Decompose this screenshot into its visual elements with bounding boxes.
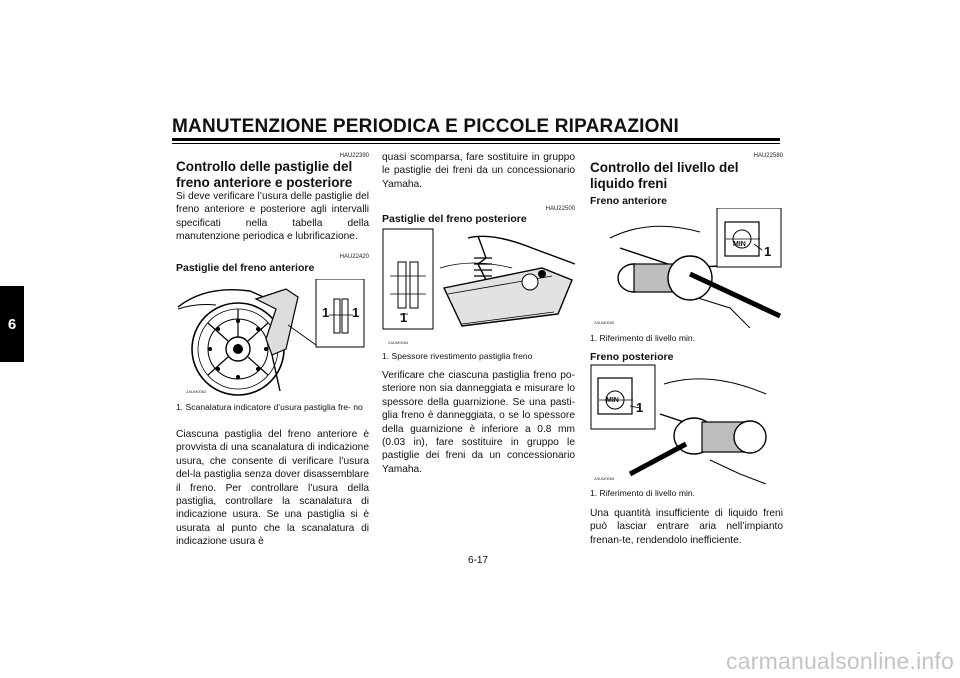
figure-caption: 1. Riferimento di livello min. [590, 488, 696, 498]
subsection-heading: Pastiglie del freno posteriore [382, 213, 527, 225]
figure-code: ZAUM0064 [388, 340, 409, 345]
body-paragraph: Verificare che ciascuna pastiglia freno po-steriore non sia danneggiata e misurare lo spessore della guarnizione. Se una pasti-glia freno è danneggiata, o se lo spessore della guarnizione è inferiore a 0.8 mm (0.03 in), fare sostituire in gruppo le pastiglie dei freni da un concessionario Yamaha. [382, 370, 575, 475]
body-paragraph: Una quantità insufficiente di liquido freni può lasciar entrare aria nell’impianto frenan-te, rendendolo inefficiente. [590, 508, 783, 546]
rear-brake-illustration [382, 228, 575, 347]
figure-code: ZAUM0063 [186, 389, 207, 394]
min-label: MIN [606, 397, 619, 404]
front-brake-pad-figure [176, 279, 369, 397]
body-paragraph-continued: quasi scomparsa, fare sostituire in gruppo le pastiglie dei freni da un concessionario Yamaha. [382, 152, 575, 190]
front-reservoir-illustration [590, 208, 783, 328]
subsection-heading: Freno posteriore [590, 351, 674, 363]
section-heading: Controllo del livello del liquido freni [590, 160, 739, 191]
rear-brake-pad-figure [382, 228, 575, 347]
figure-callout: 1 [764, 244, 772, 259]
section-code: HAU22500 [545, 206, 575, 212]
section-code: HAU22580 [753, 153, 783, 159]
section-code: HAU22390 [339, 153, 369, 159]
figure-code: ZAUM0066 [594, 476, 615, 481]
subsection-heading: Pastiglie del freno anteriore [176, 262, 315, 274]
page-number: 6-17 [468, 555, 489, 566]
figure-callout: 1 [352, 305, 360, 320]
min-label: MIN [733, 241, 746, 248]
figure-callout: 1 [400, 310, 408, 325]
figure-callout: 1 [636, 400, 644, 415]
subsection-heading: Freno anteriore [590, 195, 668, 207]
figure-callout: 1 [322, 305, 330, 320]
section-code: HAU22420 [339, 254, 369, 260]
body-paragraph: Ciascuna pastiglia del freno anteriore è provvista di una scanalatura di indicazione usura, che consente di verificare l’usura del-la pastiglia senza dover disassemblare il freno. Per controllare l’usura della pastiglia, controllare la scanalatura di indicazione usura. Se una pastiglia si è usurata al punto che la scanalatura di indicazione usura è [176, 429, 369, 548]
page-title: MANUTENZIONE PERIODICA E PICCOLE RIPARAZIONI [172, 116, 680, 137]
section-heading: Controllo delle pastiglie del freno anteriore e posteriore [176, 159, 353, 190]
figure-caption: 1. Spessore rivestimento pastiglia freno [382, 351, 533, 361]
figure-code: ZAUM0065 [594, 320, 615, 325]
watermark: carmanualsonline.info [726, 648, 954, 674]
rear-fluid-level-figure [590, 364, 783, 484]
front-fluid-level-figure [590, 208, 783, 328]
figure-caption: 1. Riferimento di livello min. [590, 333, 696, 343]
header-rule-thin [172, 143, 780, 144]
header-rule [172, 138, 780, 141]
rear-reservoir-illustration [590, 364, 783, 484]
intro-paragraph: Si deve verificare l’usura delle pastiglie del freno anteriore e posteriore agli intervalli specificati nella tabella della manutenzione periodica e lubrificazione. [176, 191, 369, 243]
figure-caption: 1. Scanalatura indicatore d’usura pastiglia fre- no [176, 402, 363, 412]
chapter-tab: 6 [0, 286, 24, 362]
front-brake-illustration [176, 279, 369, 397]
